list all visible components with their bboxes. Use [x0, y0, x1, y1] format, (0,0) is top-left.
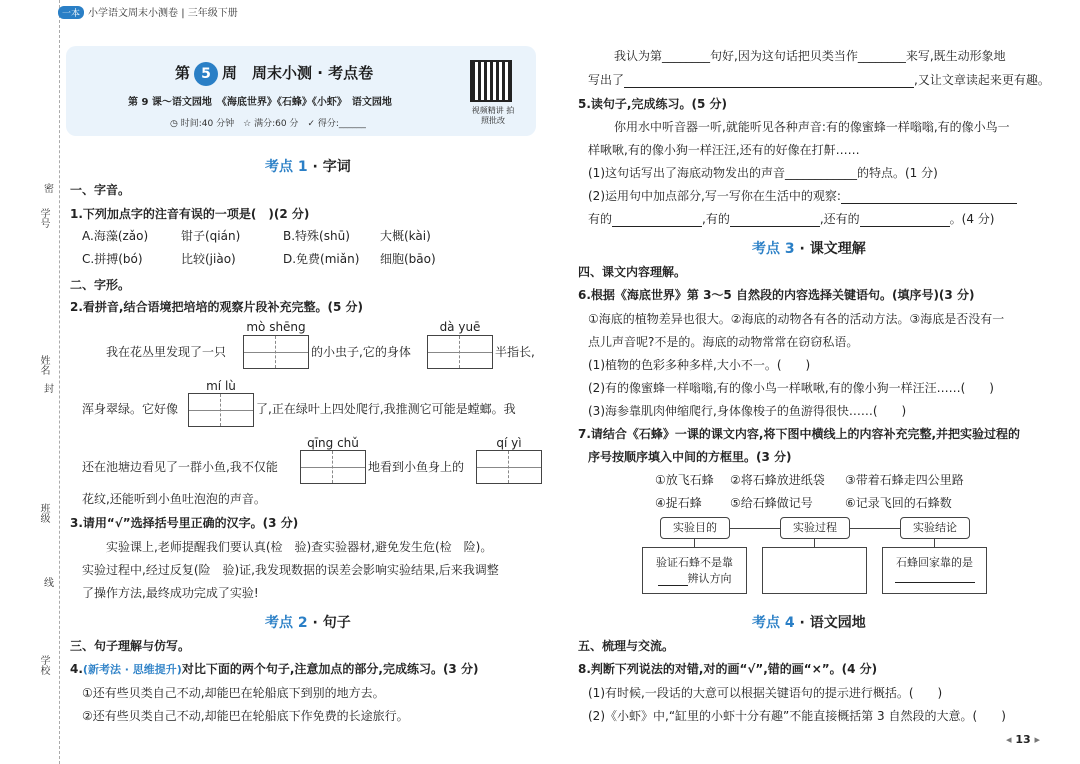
next-icon: ▸: [1034, 733, 1040, 746]
char-grid[interactable]: [243, 335, 309, 369]
q6-sub: (1)植物的色彩多种多样,大小不一。( ): [588, 358, 811, 372]
passage-text: 我在花丛里发现了一只: [106, 345, 227, 359]
step-option: ④捉石蜂: [655, 496, 702, 510]
answer-line: 写出了 ,又让文章读起来更有趣。: [588, 73, 1050, 87]
question-1: 1.下列加点字的注音有误的一项是( )(2 分): [70, 207, 310, 221]
question-6: 6.根据《海底世界》第 3～5 自然段的内容选择关键语句。(填序号)(3 分): [578, 288, 975, 302]
section-heading-1: 考点 1 · 字词: [265, 159, 351, 175]
exam-meta: [170, 116, 366, 129]
passage-text: 还在池塘边看见了一群小鱼,我不仅能: [82, 460, 278, 474]
qr-code-icon[interactable]: [470, 60, 512, 102]
q3-text: 了操作方法,最终成功完成了实验!: [82, 586, 259, 600]
q6-text: 点儿声音呢?不是的。海底的动物常常在窃窃私语。: [588, 335, 859, 349]
seal-mark-feng: 封: [44, 384, 54, 395]
section-heading-4: 考点 4 · 语文园地: [752, 615, 866, 631]
blank[interactable]: [730, 226, 820, 227]
question-7: 7.请结合《石蜂》一课的课文内容,将下图中横线上的内容补充完整,并把实验过程的: [578, 427, 1021, 441]
question-8: 8.判断下列说法的对错,对的画“√”,错的画“×”。(4 分): [578, 662, 878, 676]
q4-sentence: ①还有些贝类自己不动,却能巴在轮船底下到别的地方去。: [82, 686, 385, 700]
flow-box-process[interactable]: [762, 547, 867, 594]
q1-option: 细胞(bāo): [380, 252, 436, 266]
q1-option: D.免费(miǎn): [283, 252, 360, 266]
part-heading: 五、梳理与交流。: [578, 639, 675, 653]
q8-sub: (2)《小虾》中,“缸里的小虾十分有趣”不能直接概括第 3 自然段的大意。( ): [588, 709, 1006, 723]
question-5: 5.读句子,完成练习。(5 分): [578, 97, 727, 111]
question-3: 3.请用“√”选择括号里正确的汉字。(3 分): [70, 516, 299, 530]
q5-sub: (2)运用句中加点部分,写一写你在生活中的观察:: [588, 187, 1017, 204]
flow-header-process: 实验过程: [780, 517, 850, 539]
passage-text: 浑身翠绿。它好像: [82, 402, 179, 416]
q1-option: 比较(jiào): [181, 252, 236, 266]
part-heading: 一、字音。: [70, 183, 131, 197]
blank[interactable]: [841, 203, 1017, 204]
answer-line: 我认为第________句好,因为这句话把贝类当作________来写,既生动形象地: [614, 49, 1006, 63]
series-header: [58, 4, 238, 19]
passage-text: 地看到小鱼身上的: [368, 460, 465, 474]
q6-sub: (2)有的像蜜蜂一样嗡嗡,有的像小鸟一样啾啾,有的像小狗一样汪汪……( ): [588, 381, 994, 395]
q1-option: 大概(kài): [380, 229, 431, 243]
pinyin: mò shēng: [246, 320, 306, 334]
full-score: 满分:60 分: [254, 119, 299, 129]
pinyin: dà yuē: [439, 320, 481, 334]
prev-icon: ◂: [1005, 733, 1012, 746]
lesson-range: 第 9 课～语文园地 《海底世界》《石蜂》《小虾》 语文园地: [128, 97, 392, 108]
q6-sub: (3)海参靠肌肉伸缩爬行,身体像梭子的鱼游得很快……( ): [588, 404, 907, 418]
char-grid[interactable]: [188, 393, 254, 427]
question-4-text: 对比下面的两个句子,注意加点的部分,完成练习。(3 分): [181, 662, 479, 676]
pinyin: qí yì: [496, 436, 522, 450]
week-title-text: 周 周末小测 · 考点卷: [222, 64, 374, 82]
step-option: ⑤给石蜂做记号: [730, 496, 813, 510]
step-option: ③带着石蜂走四公里路: [845, 473, 964, 487]
q5-text: 样啾啾,有的像小狗一样汪汪,还有的好像在打鼾……: [588, 143, 860, 157]
q4-sentence: ②还有些贝类自己不动,却能巴在轮船底下作免费的长途旅行。: [82, 709, 409, 723]
section-heading-3: 考点 3 · 课文理解: [752, 241, 866, 257]
passage-text: 了,正在绿叶上四处爬行,我推测它可能是螳螂。我: [256, 402, 516, 416]
pinyin: qīng chǔ: [307, 436, 359, 450]
series-title: 小学语文周末小测卷 | 三年级下册: [88, 8, 238, 19]
passage-text: 半指长,: [495, 345, 535, 359]
flow-header-conclusion: 实验结论: [900, 517, 970, 539]
page-number: ◂ 13 ▸: [1005, 733, 1040, 746]
q5-sub: (1)这句话写出了海底动物发出的声音____________的特点。(1 分): [588, 166, 938, 180]
student-name-label: 姓名: [38, 355, 49, 375]
char-grid[interactable]: [300, 450, 366, 484]
school-label: 学校: [38, 655, 49, 675]
flow-box-conclusion[interactable]: 石蜂回家靠的是: [882, 547, 987, 594]
part-heading: 二、字形。: [70, 278, 131, 292]
score-field: 得分:______: [317, 119, 366, 129]
step-option: ①放飞石蜂: [655, 473, 714, 487]
week-title: [175, 62, 373, 86]
question-7-cont: 序号按顺序填入中间的方框里。(3 分): [588, 450, 792, 464]
student-number-label: 学号: [38, 208, 49, 228]
q5-answer: 有的 ,有的 ,还有的 。(4 分): [588, 212, 995, 226]
blank[interactable]: [860, 226, 950, 227]
part-heading: 三、句子理解与仿写。: [70, 639, 191, 653]
q1-option: A.海藻(zǎo): [82, 229, 149, 243]
seal-mark-mi: 密: [44, 184, 54, 195]
section-heading-2: 考点 2 · 句子: [265, 615, 351, 631]
blank[interactable]: [612, 226, 702, 227]
check-icon: ✓: [307, 119, 315, 129]
step-option: ②将石蜂放进纸袋: [730, 473, 825, 487]
question-4: 4.(新考法 · 思维提升)对比下面的两个句子,注意加点的部分,完成练习。(3 分): [70, 662, 479, 676]
q3-text: 实验课上,老师提醒我们要认真(检 验)查实验器材,避免发生危(检 险)。: [106, 540, 493, 554]
q6-text: ①海底的植物差异也很大。②海底的动物各有各的活动方法。③海底是否没有一: [588, 312, 1005, 326]
pinyin: mí lù: [206, 379, 236, 393]
series-logo: 一本: [58, 6, 84, 19]
question-2: 2.看拼音,结合语境把培培的观察片段补充完整。(5 分): [70, 300, 363, 314]
clock-icon: ◷: [170, 119, 178, 129]
passage-text: 花纹,还能听到小鱼吐泡泡的声音。: [82, 492, 266, 506]
q1-option: B.特殊(shū): [283, 229, 350, 243]
blank[interactable]: [624, 87, 914, 88]
seal-mark-xian: 线: [44, 578, 54, 589]
q8-sub: (1)有时候,一段话的大意可以根据关键语句的提示进行概括。( ): [588, 686, 943, 700]
char-grid[interactable]: [476, 450, 542, 484]
star-icon: ☆: [243, 119, 252, 129]
char-grid[interactable]: [427, 335, 493, 369]
flow-box-purpose[interactable]: 验证石蜂不是靠 辨认方向: [642, 547, 747, 594]
step-option: ⑥记录飞回的石蜂数: [845, 496, 952, 510]
new-format-tag: (新考法 · 思维提升): [82, 663, 182, 676]
q5-text: 你用水中听音器一听,就能听见各种声音:有的像蜜蜂一样嗡嗡,有的像小鸟一: [614, 120, 1010, 134]
passage-text: 的小虫子,它的身体: [311, 345, 411, 359]
part-heading: 四、课文内容理解。: [578, 265, 687, 279]
week-number-badge: 5: [194, 62, 218, 86]
qr-caption: 视频精讲 拍照批改: [471, 106, 515, 125]
week-prefix: 第: [175, 64, 191, 82]
class-label: 班级: [38, 503, 49, 523]
flow-header-purpose: 实验目的: [660, 517, 730, 539]
q1-option: 钳子(qián): [181, 229, 241, 243]
q3-text: 实验过程中,经过反复(险 验)证,我发现数据的误差会影响实验结果,后来我调整: [82, 563, 499, 577]
q1-option: C.拼搏(bó): [82, 252, 143, 266]
time-limit: 时间:40 分钟: [180, 119, 235, 129]
